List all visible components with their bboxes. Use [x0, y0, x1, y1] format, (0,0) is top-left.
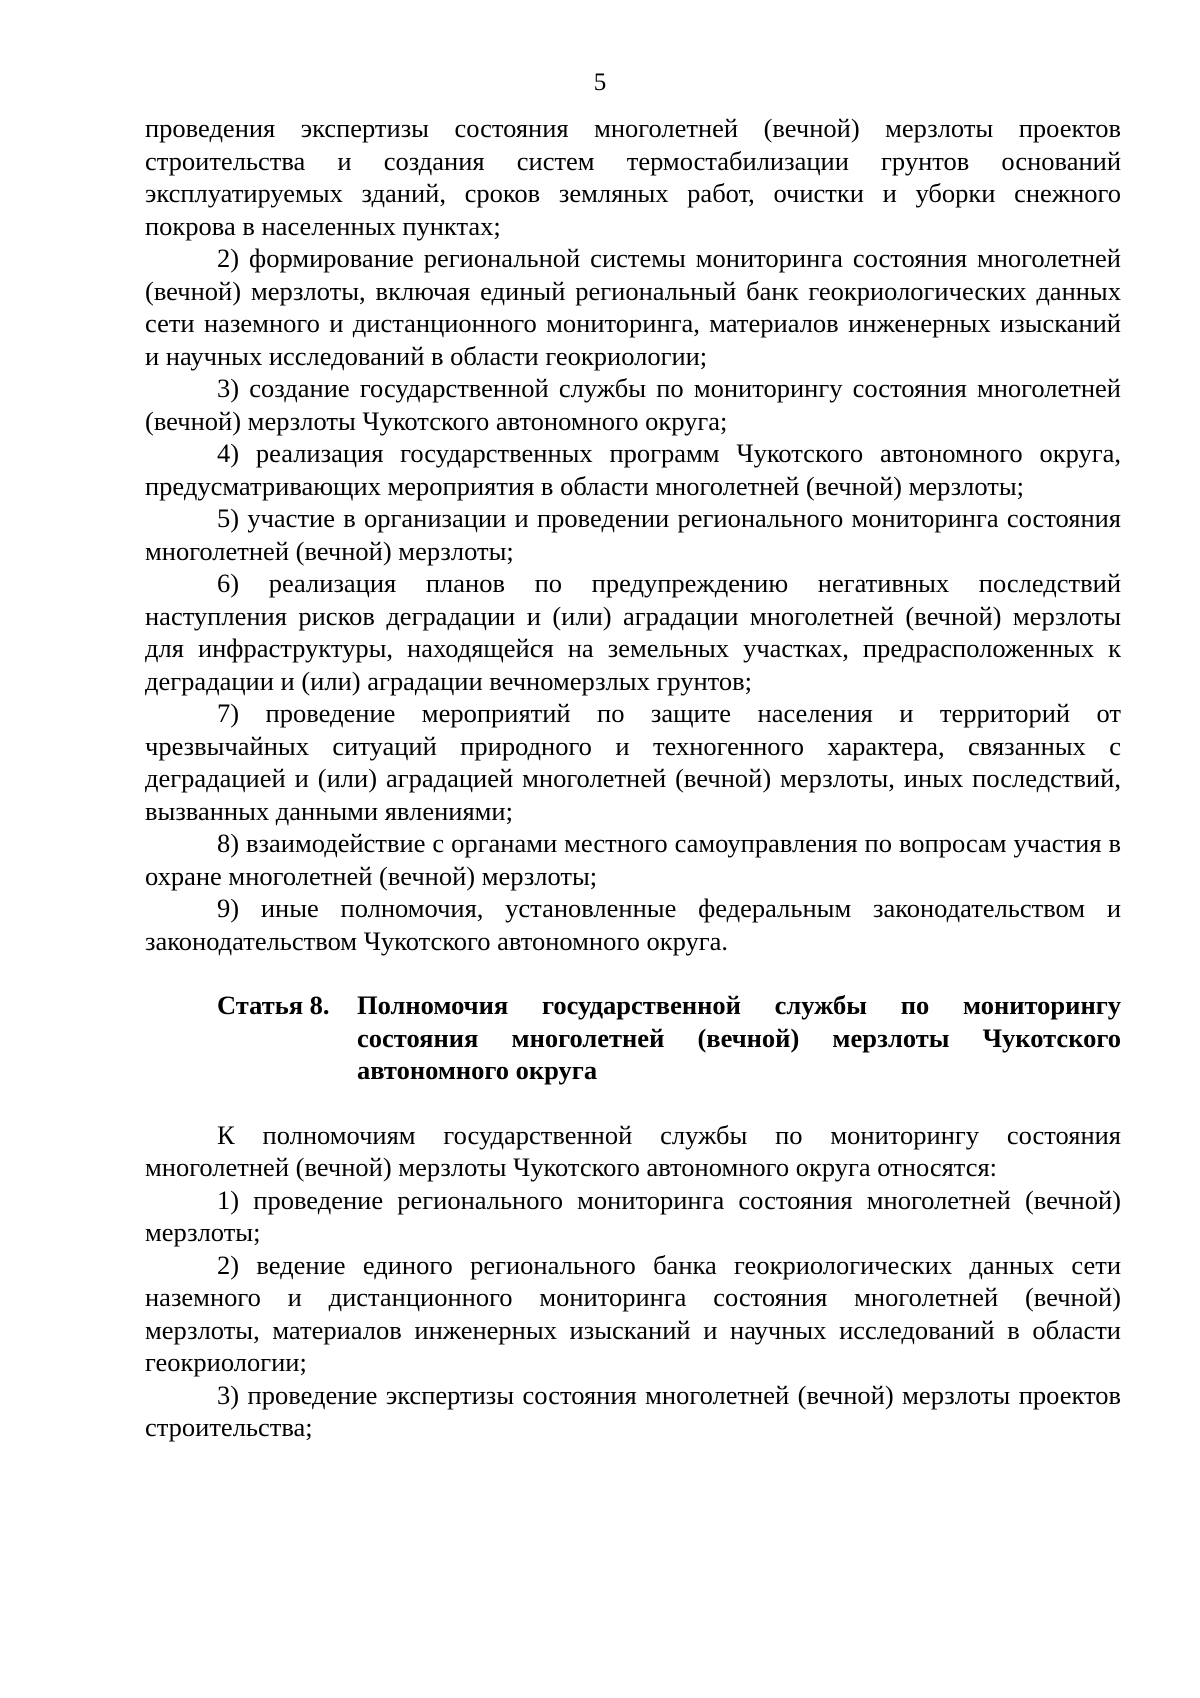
article-title: Полномочия государственной службы по мониторингу состояния многолетней (вечной) мерзлоты Чукотского автономного округа	[357, 990, 1121, 1085]
article-list-item-3: 3) проведение экспертизы состояния многолетней (вечной) мерзлоты проектов строительства;	[145, 1379, 1121, 1442]
article-heading	[145, 989, 1121, 1087]
document-body	[145, 112, 1121, 1444]
list-item-2: 2) формирование региональной системы мониторинга состояния многолетней (вечной) мерзлоты, включая единый региональный банк геокриологических данных сети наземного и дистанционного мониторинга, материалов инженерных изысканий и научных исследований в области геокриологии;	[145, 243, 1121, 371]
list-item-3: 3) создание государственной службы по мониторингу состояния многолетней (вечной) мерзлоты Чукотского автономного округа;	[145, 373, 1121, 436]
article-list-item-2: 2) ведение единого регионального банка геокриологических данных сети наземного и дистанционного мониторинга состояния многолетней (вечной) мерзлоты, материалов инженерных изысканий и научных исследований в области геокриологии;	[145, 1249, 1121, 1377]
paragraph-continuation: проведения экспертизы состояния многолетней (вечной) мерзлоты проектов строительства и создания систем термостабилизации грунтов оснований эксплуатируемых зданий, сроков земляных работ, очистки и уборки снежного покрова в населенных пунктах;	[145, 113, 1121, 241]
list-item-6: 6) реализация планов по предупреждению негативных последствий наступления рисков деградации и (или) аградации многолетней (вечной) мерзлоты для инфраструктуры, находящейся на земельных участках, предрасположенных к деградации и (или) аградации вечномерзлых грунтов;	[145, 568, 1121, 696]
list-item-5: 5) участие в организации и проведении регионального мониторинга состояния многолетней (вечной) мерзлоты;	[145, 503, 1121, 566]
list-item-8: 8) взаимодействие с органами местного самоуправления по вопросам участия в охране многолетней (вечной) мерзлоты;	[145, 828, 1121, 891]
page-number: 5	[593, 69, 607, 96]
list-item-7: 7) проведение мероприятий по защите населения и территорий от чрезвычайных ситуаций природного и техногенного характера, связанных с деградацией и (или) аградацией многолетней (вечной) мерзлоты, иных последствий, вызванных данными явлениями;	[145, 698, 1121, 826]
article-intro-paragraph: К полномочиям государственной службы по мониторингу состояния многолетней (вечной) мерзлоты Чукотского автономного округа относятся:	[145, 1119, 1121, 1182]
list-item-9: 9) иные полномочия, установленные федеральным законодательством и законодательством Чукотского автономного округа.	[145, 893, 1121, 956]
article-number: Статья 8.	[217, 990, 330, 1020]
list-item-4: 4) реализация государственных программ Чукотского автономного округа, предусматривающих мероприятия в области многолетней (вечной) мерзлоты;	[145, 438, 1121, 501]
article-list-item-1: 1) проведение регионального мониторинга состояния многолетней (вечной) мерзлоты;	[145, 1184, 1121, 1247]
